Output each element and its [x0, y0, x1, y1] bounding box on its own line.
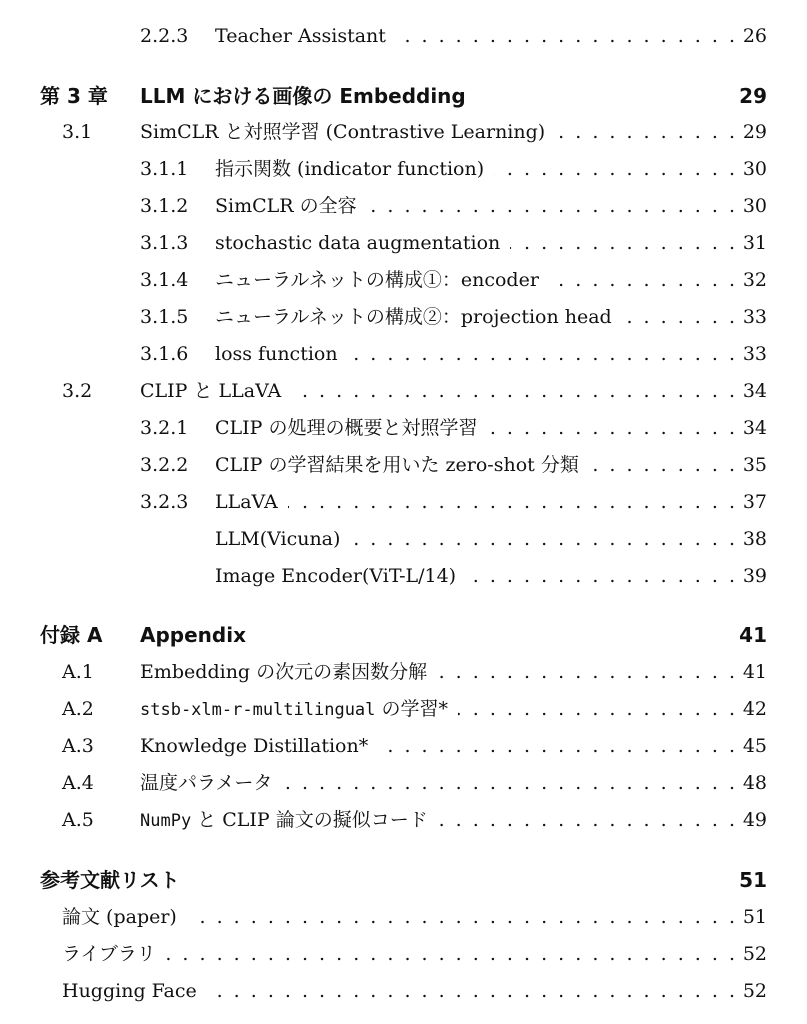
toc-entry[interactable]	[0, 22, 767, 50]
entry-title-part: Embedding の次元の素因数分解	[140, 661, 428, 683]
entry-title	[140, 732, 368, 760]
dot-leader	[207, 977, 735, 1005]
toc-entry[interactable]	[0, 769, 767, 797]
toc-entry[interactable]	[0, 525, 767, 553]
toc-entry[interactable]	[0, 977, 767, 1005]
entry-title-part: ライブラリ	[62, 943, 156, 965]
page-number: 35	[742, 454, 767, 476]
page-number: 31	[742, 232, 767, 254]
toc-entry[interactable]	[0, 340, 767, 368]
entry-title-part: Teacher Assistant	[215, 25, 386, 47]
page-number: 52	[742, 943, 767, 965]
page-number: 39	[742, 565, 767, 587]
entry-title-part: Knowledge Distillation*	[140, 735, 369, 757]
entry-title-part: loss function	[215, 343, 338, 365]
entry-number: 第 3 章	[40, 84, 108, 108]
toc-chapter-entry[interactable]	[0, 82, 767, 110]
entry-title	[215, 525, 340, 553]
entry-title	[140, 658, 427, 686]
entry-title-part: 指示関数 (indicator function)	[215, 158, 485, 180]
entry-title	[40, 866, 180, 894]
entry-title-part: Image Encoder(ViT-L/14)	[215, 565, 457, 587]
entry-title-part: NumPy	[140, 811, 192, 831]
dot-leader	[555, 118, 735, 146]
entry-number: 3.2.1	[140, 417, 189, 439]
dot-leader	[187, 903, 735, 931]
dot-leader	[589, 451, 735, 479]
toc-entry[interactable]	[0, 562, 767, 590]
toc-entry[interactable]	[0, 155, 767, 183]
dot-leader	[166, 940, 735, 968]
page-number: 34	[742, 417, 767, 439]
entry-number: 3.2.3	[140, 491, 189, 513]
entry-number: 3.1.1	[140, 158, 189, 180]
entry-title	[215, 266, 539, 294]
page-number: 33	[742, 306, 767, 328]
entry-number: A.5	[62, 809, 94, 831]
dot-leader	[549, 266, 735, 294]
entry-title-part: CLIP の処理の概要と対照学習	[215, 417, 478, 439]
entry-title	[215, 229, 500, 257]
toc-entry[interactable]	[0, 377, 767, 405]
page-number: 38	[742, 528, 767, 550]
dot-leader	[494, 155, 735, 183]
entry-title	[140, 769, 272, 797]
page-number: 48	[742, 772, 767, 794]
entry-title-part: 参考文献リスト	[40, 868, 180, 892]
dot-leader	[350, 525, 735, 553]
entry-title-part: LLaVA	[215, 491, 278, 513]
entry-number: 3.1.5	[140, 306, 189, 328]
dot-leader	[288, 488, 735, 516]
entry-title-part: stsb-xlm-r-multilingual	[140, 700, 376, 720]
entry-number: 付録 A	[40, 623, 103, 647]
entry-number: A.3	[62, 735, 94, 757]
entry-title-part: SimCLR と対照学習 (Contrastive Learning)	[140, 121, 546, 143]
page-number: 34	[742, 380, 767, 402]
entry-number: A.2	[62, 698, 94, 720]
entry-title-part: LLM における画像の Embedding	[140, 84, 466, 108]
entry-title	[62, 903, 177, 931]
entry-title	[215, 414, 478, 442]
entry-title	[215, 488, 278, 516]
toc-entry[interactable]	[0, 658, 767, 686]
dot-leader	[622, 303, 735, 331]
entry-title-part: の学習*	[375, 698, 448, 720]
entry-number: A.1	[62, 661, 94, 683]
entry-title-part: Appendix	[140, 623, 246, 647]
dot-leader	[458, 695, 735, 723]
entry-number: 3.1	[62, 121, 93, 143]
entry-title-part: Hugging Face	[62, 980, 197, 1002]
entry-title	[62, 940, 156, 968]
entry-number: 3.1.2	[140, 195, 189, 217]
entry-number: 3.1.4	[140, 269, 189, 291]
entry-number: 3.2.2	[140, 454, 189, 476]
entry-title	[215, 192, 357, 220]
page-number: 29	[739, 84, 767, 108]
page-number: 51	[739, 868, 767, 892]
page-number: 30	[742, 158, 767, 180]
entry-number: A.4	[62, 772, 94, 794]
entry-title-part: SimCLR の全容	[215, 195, 357, 217]
toc-entry[interactable]	[0, 940, 767, 968]
page-number: 51	[742, 906, 767, 928]
entry-title-part: 論文 (paper)	[62, 906, 177, 928]
page-number: 29	[742, 121, 767, 143]
dot-leader	[367, 192, 735, 220]
toc-entry[interactable]	[0, 732, 767, 760]
entry-title-part: CLIP の学習結果を用いた zero-shot 分類	[215, 454, 579, 476]
dot-leader	[378, 732, 735, 760]
entry-title-part: ニューラルネットの構成①：encoder	[215, 269, 539, 291]
toc-entry[interactable]	[0, 192, 767, 220]
page-number: 30	[742, 195, 767, 217]
entry-number: 3.1.3	[140, 232, 189, 254]
entry-number: 2.2.3	[140, 25, 189, 47]
dot-leader	[438, 806, 735, 834]
page-number: 32	[742, 269, 767, 291]
entry-title-part: と CLIP 論文の擬似コード	[191, 809, 428, 831]
toc-entry[interactable]	[0, 229, 767, 257]
toc-entry[interactable]	[0, 695, 767, 723]
entry-title	[140, 118, 545, 146]
toc-chapter-entry[interactable]	[0, 621, 767, 649]
entry-title-part: 温度パラメータ	[140, 772, 273, 794]
entry-title-part: CLIP と LLaVA	[140, 380, 282, 402]
entry-title	[140, 82, 466, 110]
page-number: 49	[742, 809, 767, 831]
entry-title	[140, 621, 246, 649]
toc-chapter-entry[interactable]	[0, 866, 767, 894]
toc-entry[interactable]	[0, 303, 767, 331]
entry-title-part: stochastic data augmentation	[215, 232, 501, 254]
toc-entry[interactable]	[0, 414, 767, 442]
dot-leader	[437, 658, 735, 686]
page-number: 45	[742, 735, 767, 757]
page-number: 26	[742, 25, 767, 47]
entry-title	[215, 451, 579, 479]
page-number: 41	[739, 623, 767, 647]
page-number: 41	[742, 661, 767, 683]
dot-leader	[282, 769, 735, 797]
dot-leader	[466, 562, 735, 590]
entry-title	[215, 155, 484, 183]
entry-title	[140, 695, 448, 724]
entry-title	[140, 377, 281, 405]
entry-number: 3.1.6	[140, 343, 189, 365]
entry-title	[140, 806, 428, 835]
toc-entry[interactable]	[0, 266, 767, 294]
entry-title-part: LLM(Vicuna)	[215, 528, 341, 550]
entry-title	[215, 340, 338, 368]
page-number: 52	[742, 980, 767, 1002]
dot-leader	[348, 340, 735, 368]
entry-number: 3.2	[62, 380, 93, 402]
toc-entry[interactable]	[0, 488, 767, 516]
toc-entry[interactable]	[0, 806, 767, 834]
entry-title	[215, 303, 612, 331]
entry-title-part: ニューラルネットの構成②：projection head	[215, 306, 612, 328]
page-number: 42	[742, 698, 767, 720]
dot-leader	[488, 414, 736, 442]
entry-title	[215, 562, 456, 590]
dot-leader	[291, 377, 735, 405]
toc-entry[interactable]	[0, 903, 767, 931]
entry-title	[215, 22, 386, 50]
toc-entry[interactable]	[0, 118, 767, 146]
entry-title	[62, 977, 197, 1005]
toc-entry[interactable]	[0, 451, 767, 479]
dot-leader	[510, 229, 735, 257]
page-number: 37	[742, 491, 767, 513]
dot-leader	[396, 22, 735, 50]
page-number: 33	[742, 343, 767, 365]
